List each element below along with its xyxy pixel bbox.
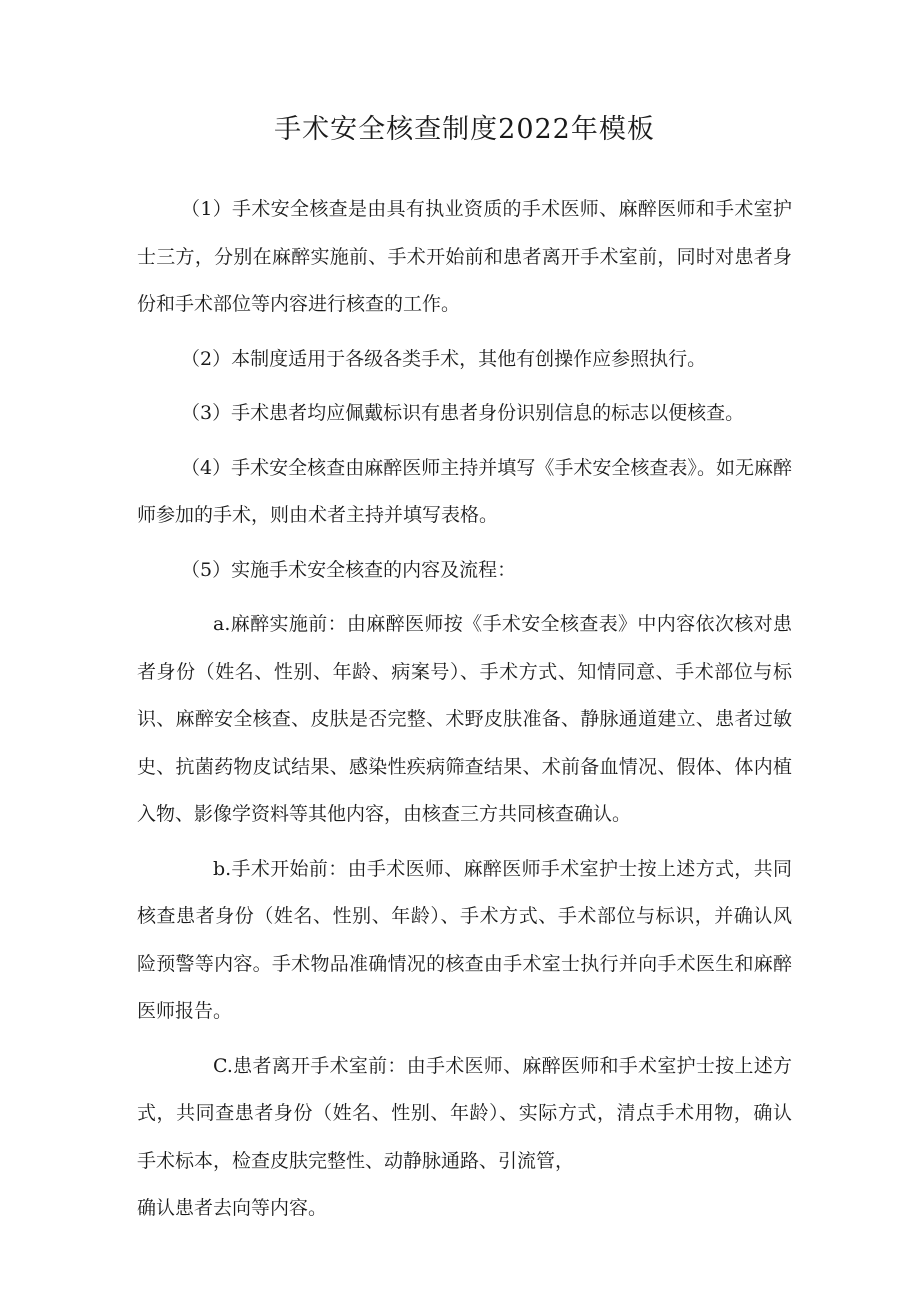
paragraph-2: （2）本制度适用于各级各类手术，其他有创操作应参照执行。 bbox=[181, 347, 707, 370]
paragraph-3: （3）手术患者均应佩戴标识有患者身份识别信息的标志以便核查。 bbox=[181, 402, 745, 424]
step-a: a.麻醉实施前：由麻醉医师按《手术安全核查表》中内容依次核对患者身份（姓名、性别、年龄、病案号）、手术方式、知情同意、手术部位与标识、麻醉安全核查、皮肤是否完整、术野皮肤准备、静脉通道建立、患者过敏史、抗菌药物皮试结果、感染性疾病筛查结果、术前备血情况、假体、体内植入物、影像学资料等其他内容，由核查三方共同核查确认。 bbox=[137, 613, 792, 825]
paragraph-4: （4）手术安全核查由麻醉医师主持并填写《手术安全核查表》。如无麻醉师参加的手术，则由术者主持并填写表格。 bbox=[137, 456, 792, 526]
document-title: 手术安全核查制度2022年模板 bbox=[274, 114, 655, 145]
step-b: b.手术开始前：由手术医师、麻醉医师手术室护士按上述方式，共同核查患者身份（姓名、性别、年龄）、手术方式、手术部位与标识，并确认风险预警等内容。手术物品准确情况的核查由手术室士执行并向手术医生和麻醉医师报告。 bbox=[137, 857, 792, 1022]
paragraph-5: （5）实施手术安全核查的内容及流程： bbox=[181, 558, 517, 581]
paragraph-1: （1）手术安全核查是由具有执业资质的手术医师、麻醉医师和手术室护士三方，分别在麻醉实施前、手术开始前和患者离开手术室前，同时对患者身份和手术部位等内容进行核查的工作。 bbox=[137, 198, 792, 315]
step-c: C.患者离开手术室前：由手术医师、麻醉医师和手术室护士按上述方式，共同查患者身份（姓名、性别、年龄）、实际方式，清点手术用物，确认手术标本，检查皮肤完整性、动静脉通路、引流管， bbox=[137, 1054, 792, 1172]
closing-line: 确认患者去向等内容。 bbox=[137, 1197, 328, 1219]
